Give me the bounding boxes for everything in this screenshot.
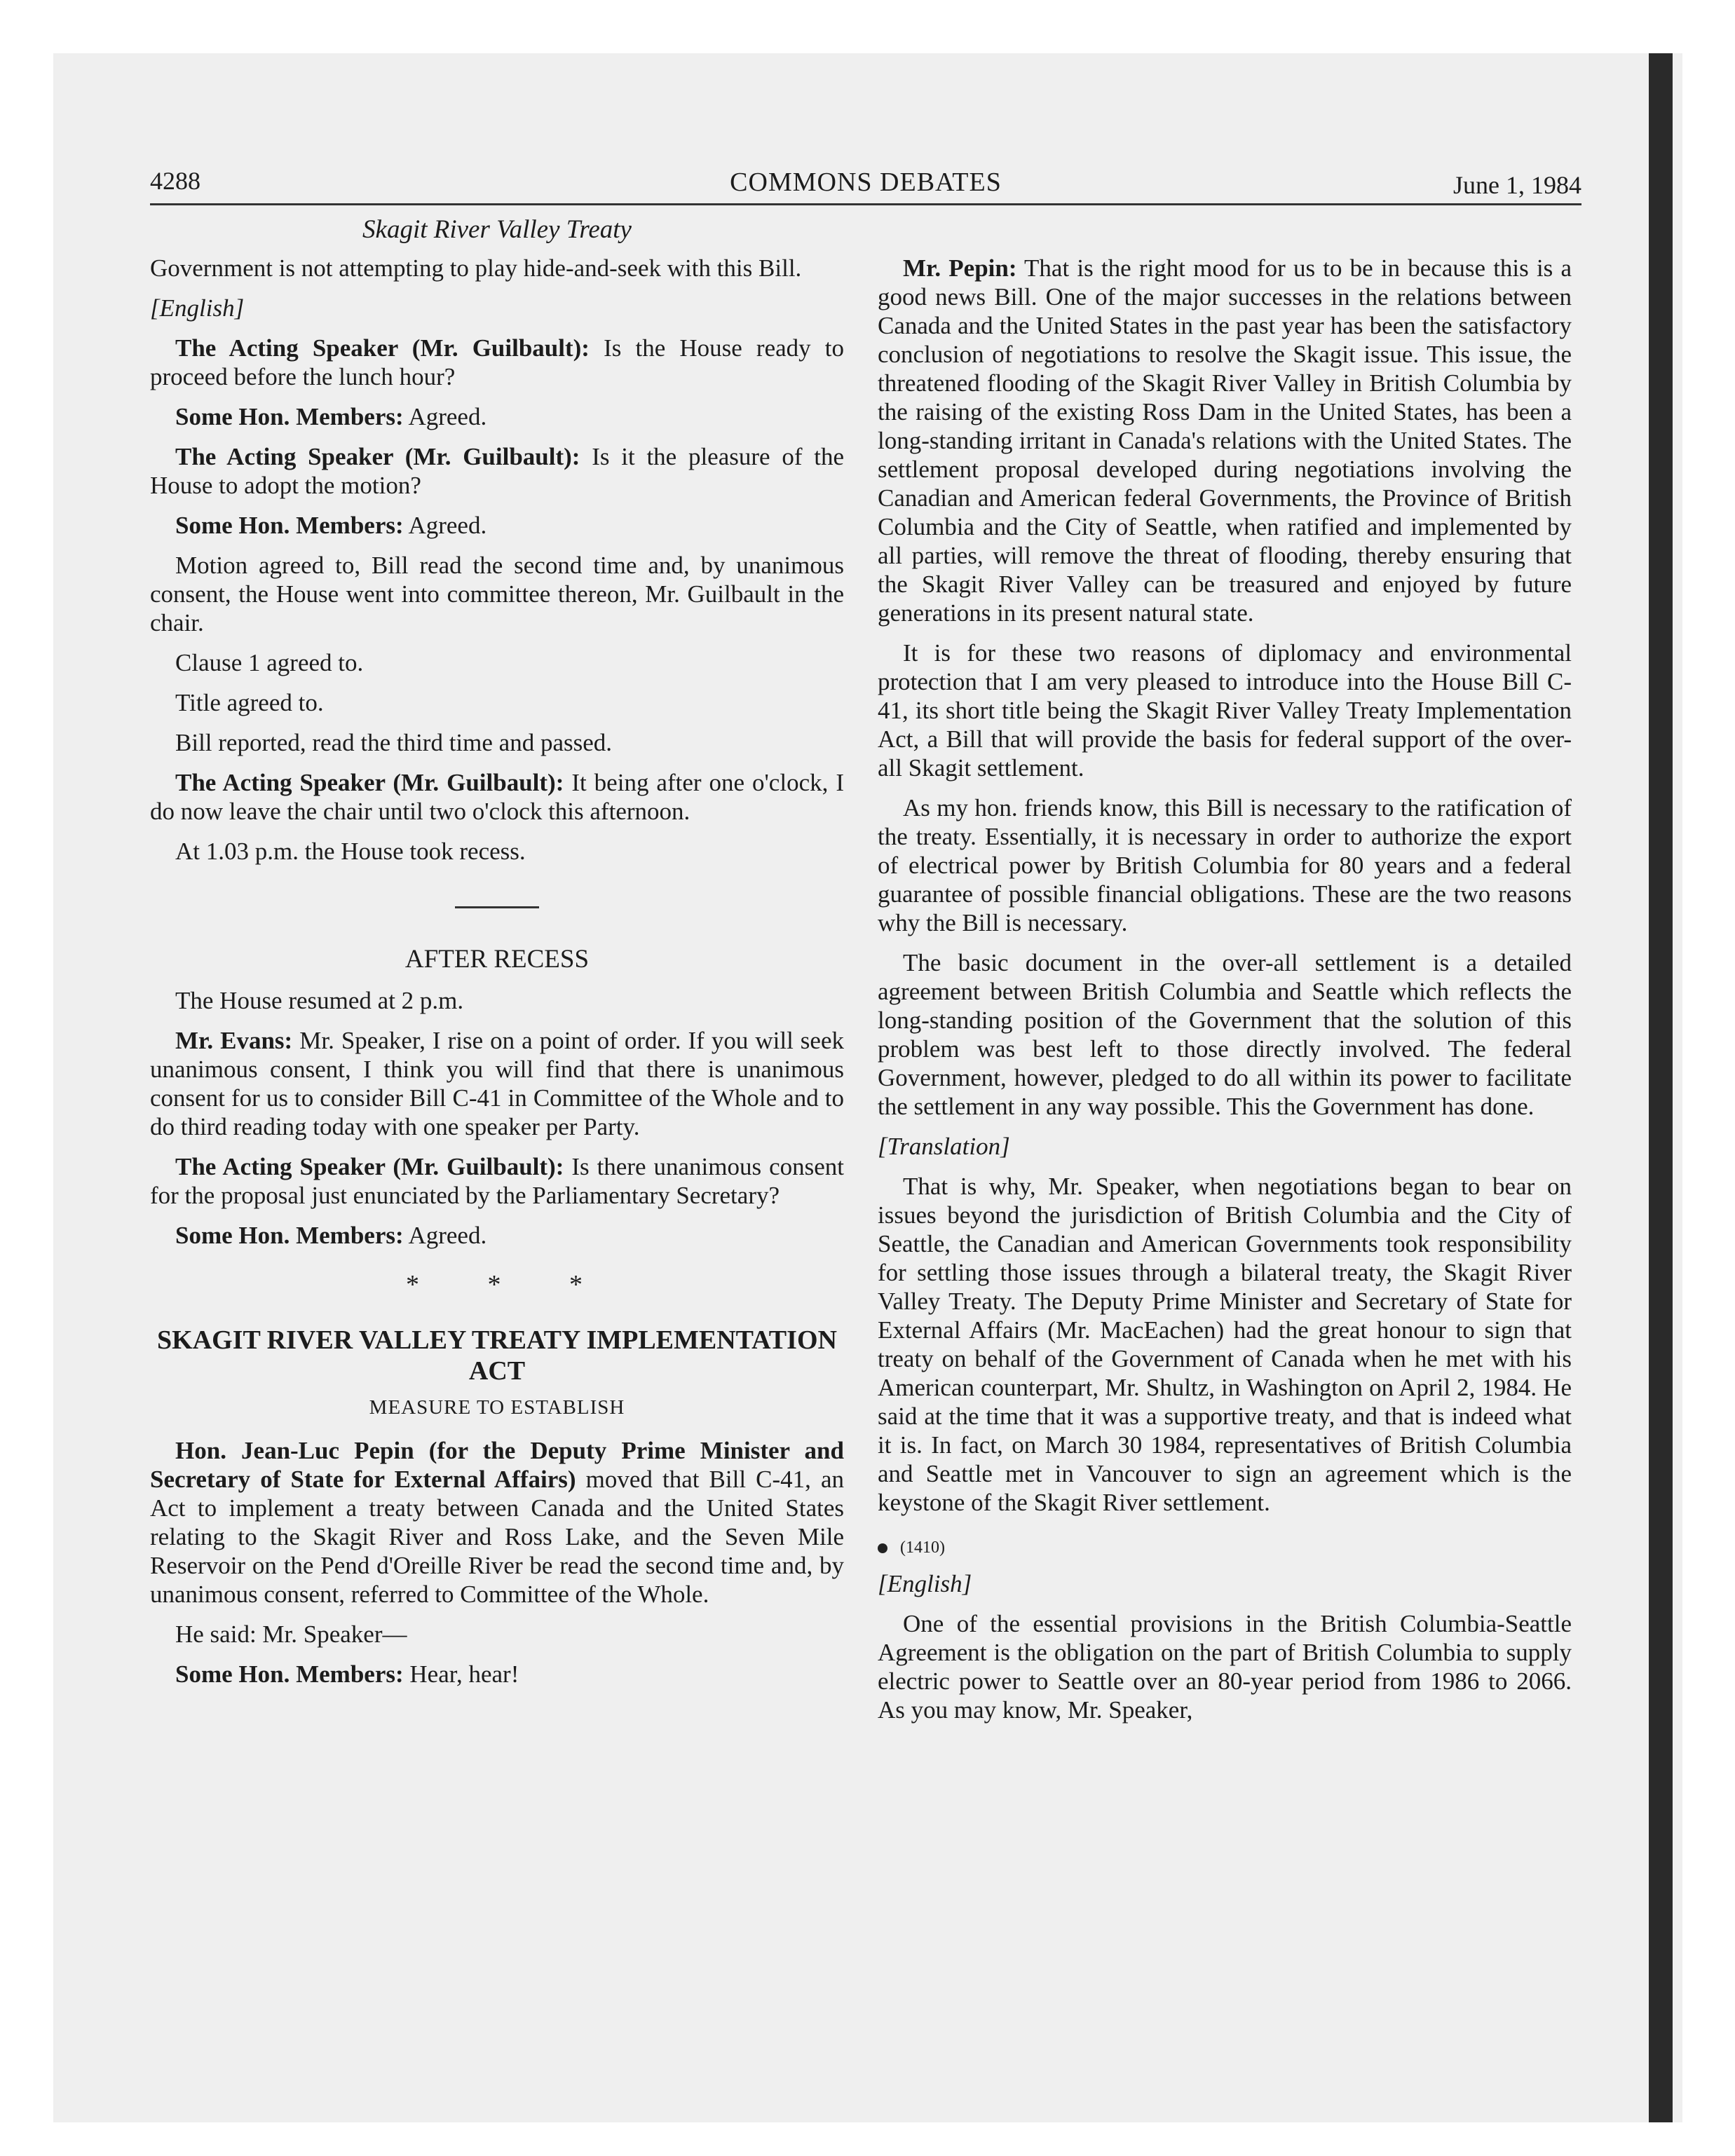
speaker-name: The Acting Speaker (Mr. Guilbault): [175, 443, 580, 470]
speaker-name: Some Hon. Members: [175, 1660, 404, 1688]
paragraph: Title agreed to. [175, 689, 324, 716]
speech-text: That is the right mood for us to be in because this is a good news Bill. One of the major successes in the relations between Canada and the United States in the past year has been the satisfactory conclusion of negotiations to resolve the Skagit issue. This issue, the threatened flooding of the Skagit River Valley in British Columbia by the raising of the existing Ross Dam in the United States, has been a long-standing irritant in Canada's relations with the United States. The settlement proposal developed during negotiations involving the Canadian and American federal Governments, the Province of British Columbia and the City of Seattle, when ratified and implemented by all parties, will remove the threat of flooding, thereby ensuring that the Skagit River Valley can be treasured and enjoyed by future generations in its present natural state. [878, 254, 1572, 627]
paragraph: That is why, Mr. Speaker, when negotiations began to bear on issues beyond the jurisdiction of British Columbia and the City of Seattle, the Canadian and American Governments took responsibility for settling those issues through a bilateral treaty, the Skagit River Valley Treaty. The Deputy Prime Minister and Secretary of State for External Affairs (Mr. MacEachen) had the great honour to sign that treaty on behalf of the Government of Canada when he met with his American counterpart, Mr. Shultz, in Washington on April 2, 1984. He said at the time that it was a supportive treaty, and that is indeed what it is. In fact, on March 30 1984, representatives of British Columbia and Seattle met in Vancouver to sign an agreement which is the keystone of the Skagit River settlement. [878, 1173, 1572, 1516]
paragraph [150, 442, 844, 500]
paragraph [150, 1221, 844, 1250]
paragraph [150, 1660, 844, 1688]
language-tag: [English] [878, 1570, 972, 1597]
paragraph: Motion agreed to, Bill read the second time and, by unanimous consent, the House went into committee thereon, Mr. Guilbault in the chair. [150, 552, 844, 636]
section-title: SKAGIT RIVER VALLEY TREATY IMPLEMENTATION ACT [157, 1325, 837, 1386]
paragraph: At 1.03 p.m. the House took recess. [175, 838, 526, 865]
speaker-name: The Acting Speaker (Mr. Guilbault): [175, 769, 564, 796]
speech-text: It being after one o'clock, I do now leave the chair until two o'clock this afternoon. [150, 769, 844, 825]
speech-text: Hear, hear! [403, 1660, 519, 1688]
paragraph [878, 254, 1572, 627]
publication-date: June 1, 1984 [1453, 171, 1581, 199]
time-marker [878, 1534, 1572, 1562]
paragraph: One of the essential provisions in the British Columbia-Seattle Agreement is the obligation on the part of British Columbia to supply electric power to Seattle over an 80-year period from 1986 to 2066. As you may know, Mr. Speaker, [878, 1610, 1572, 1724]
paragraph [150, 402, 844, 431]
paragraph [150, 1026, 844, 1141]
paragraph: It is for these two reasons of diplomacy and environmental protection that I am very pleased to introduce into the House Bill C-41, its short title being the Skagit River Valley Treaty Implementation Act, a Bill that will provide the basis for federal support of the over-all Skagit settlement. [878, 639, 1572, 782]
speaker-name: Mr. Pepin: [903, 254, 1017, 282]
running-title: Skagit River Valley Treaty [362, 215, 632, 244]
language-tag: [English] [150, 294, 245, 322]
paragraph [150, 334, 844, 391]
scan-edge-shadow [1649, 53, 1673, 2122]
speech-text: Is there unanimous consent for the proposal just enunciated by the Parliamentary Secretary? [150, 1153, 844, 1209]
speaker-name: Some Hon. Members: [175, 1222, 404, 1249]
speech-text: Is it the pleasure of the House to adopt the motion? [150, 443, 844, 499]
right-column [878, 254, 1572, 1735]
paragraph [150, 1436, 844, 1609]
section-subtitle: MEASURE TO ESTABLISH [369, 1396, 625, 1419]
speech-text: moved that Bill C-41, an Act to implement a treaty between Canada and the United States relating to the Skagit River and Ross Lake, and the Seven Mile Reservoir on the Pend d'Oreille River be read the second time and, by unanimous consent, referred to Committee of the Whole. [150, 1466, 844, 1608]
speech-text: Mr. Speaker, I rise on a point of order. If you will seek unanimous consent, I think you will find that there is unanimous consent for us to consider Bill C-41 in Committee of the Whole and to do third reading today with one speaker per Party. [150, 1027, 845, 1140]
paragraph: Clause 1 agreed to. [175, 649, 364, 676]
speech-text: Agreed. [403, 403, 487, 430]
publication-title: COMMONS DEBATES [730, 168, 1002, 197]
paragraph: Government is not attempting to play hide-and-seek with this Bill. [150, 254, 802, 282]
page-number: 4288 [150, 167, 200, 195]
section-divider [455, 906, 539, 908]
page-header [150, 161, 1581, 205]
speech-text: Agreed. [403, 1222, 487, 1249]
after-recess-heading: AFTER RECESS [404, 945, 590, 974]
section-stars: * * * [406, 1270, 613, 1299]
time-marker-text: (1410) [900, 1538, 945, 1557]
paragraph: Bill reported, read the third time and passed. [175, 729, 613, 756]
paragraph: The House resumed at 2 p.m. [175, 987, 464, 1014]
speaker-name: Mr. Evans: [175, 1027, 293, 1054]
paragraph: He said: Mr. Speaker— [175, 1621, 407, 1648]
speaker-name: The Acting Speaker (Mr. Guilbault): [175, 1153, 564, 1180]
paragraph [150, 511, 844, 540]
speaker-name: The Acting Speaker (Mr. Guilbault): [175, 334, 590, 362]
paragraph: As my hon. friends know, this Bill is necessary to the ratification of the treaty. Essentially, it is necessary in order to authorize the export of electrical power by British Columbia for 80 years and a federal guarantee of possible financial obligations. These are the two reasons why the Bill is necessary. [878, 794, 1572, 936]
speaker-name: Some Hon. Members: [175, 512, 404, 539]
speech-text: Agreed. [403, 512, 487, 539]
speaker-name: Hon. Jean-Luc Pepin (for the Deputy Prime Minister and Secretary of State for External Affairs) [150, 1437, 844, 1493]
speech-text: Is the House ready to proceed before the lunch hour? [150, 334, 844, 390]
bullet-icon [878, 1543, 887, 1553]
left-column [150, 254, 844, 1700]
paragraph [150, 768, 844, 826]
paragraph: The basic document in the over-all settlement is a detailed agreement between British Columbia and Seattle which reflects the long-standing position of the Government that the solution of this problem was best left to those directly involved. The federal Government, however, pledged to do all within its power to facilitate the settlement in any way possible. This the Government has done. [878, 949, 1572, 1120]
speaker-name: Some Hon. Members: [175, 403, 404, 430]
paragraph [150, 1152, 844, 1210]
language-tag: [Translation] [878, 1133, 1010, 1160]
